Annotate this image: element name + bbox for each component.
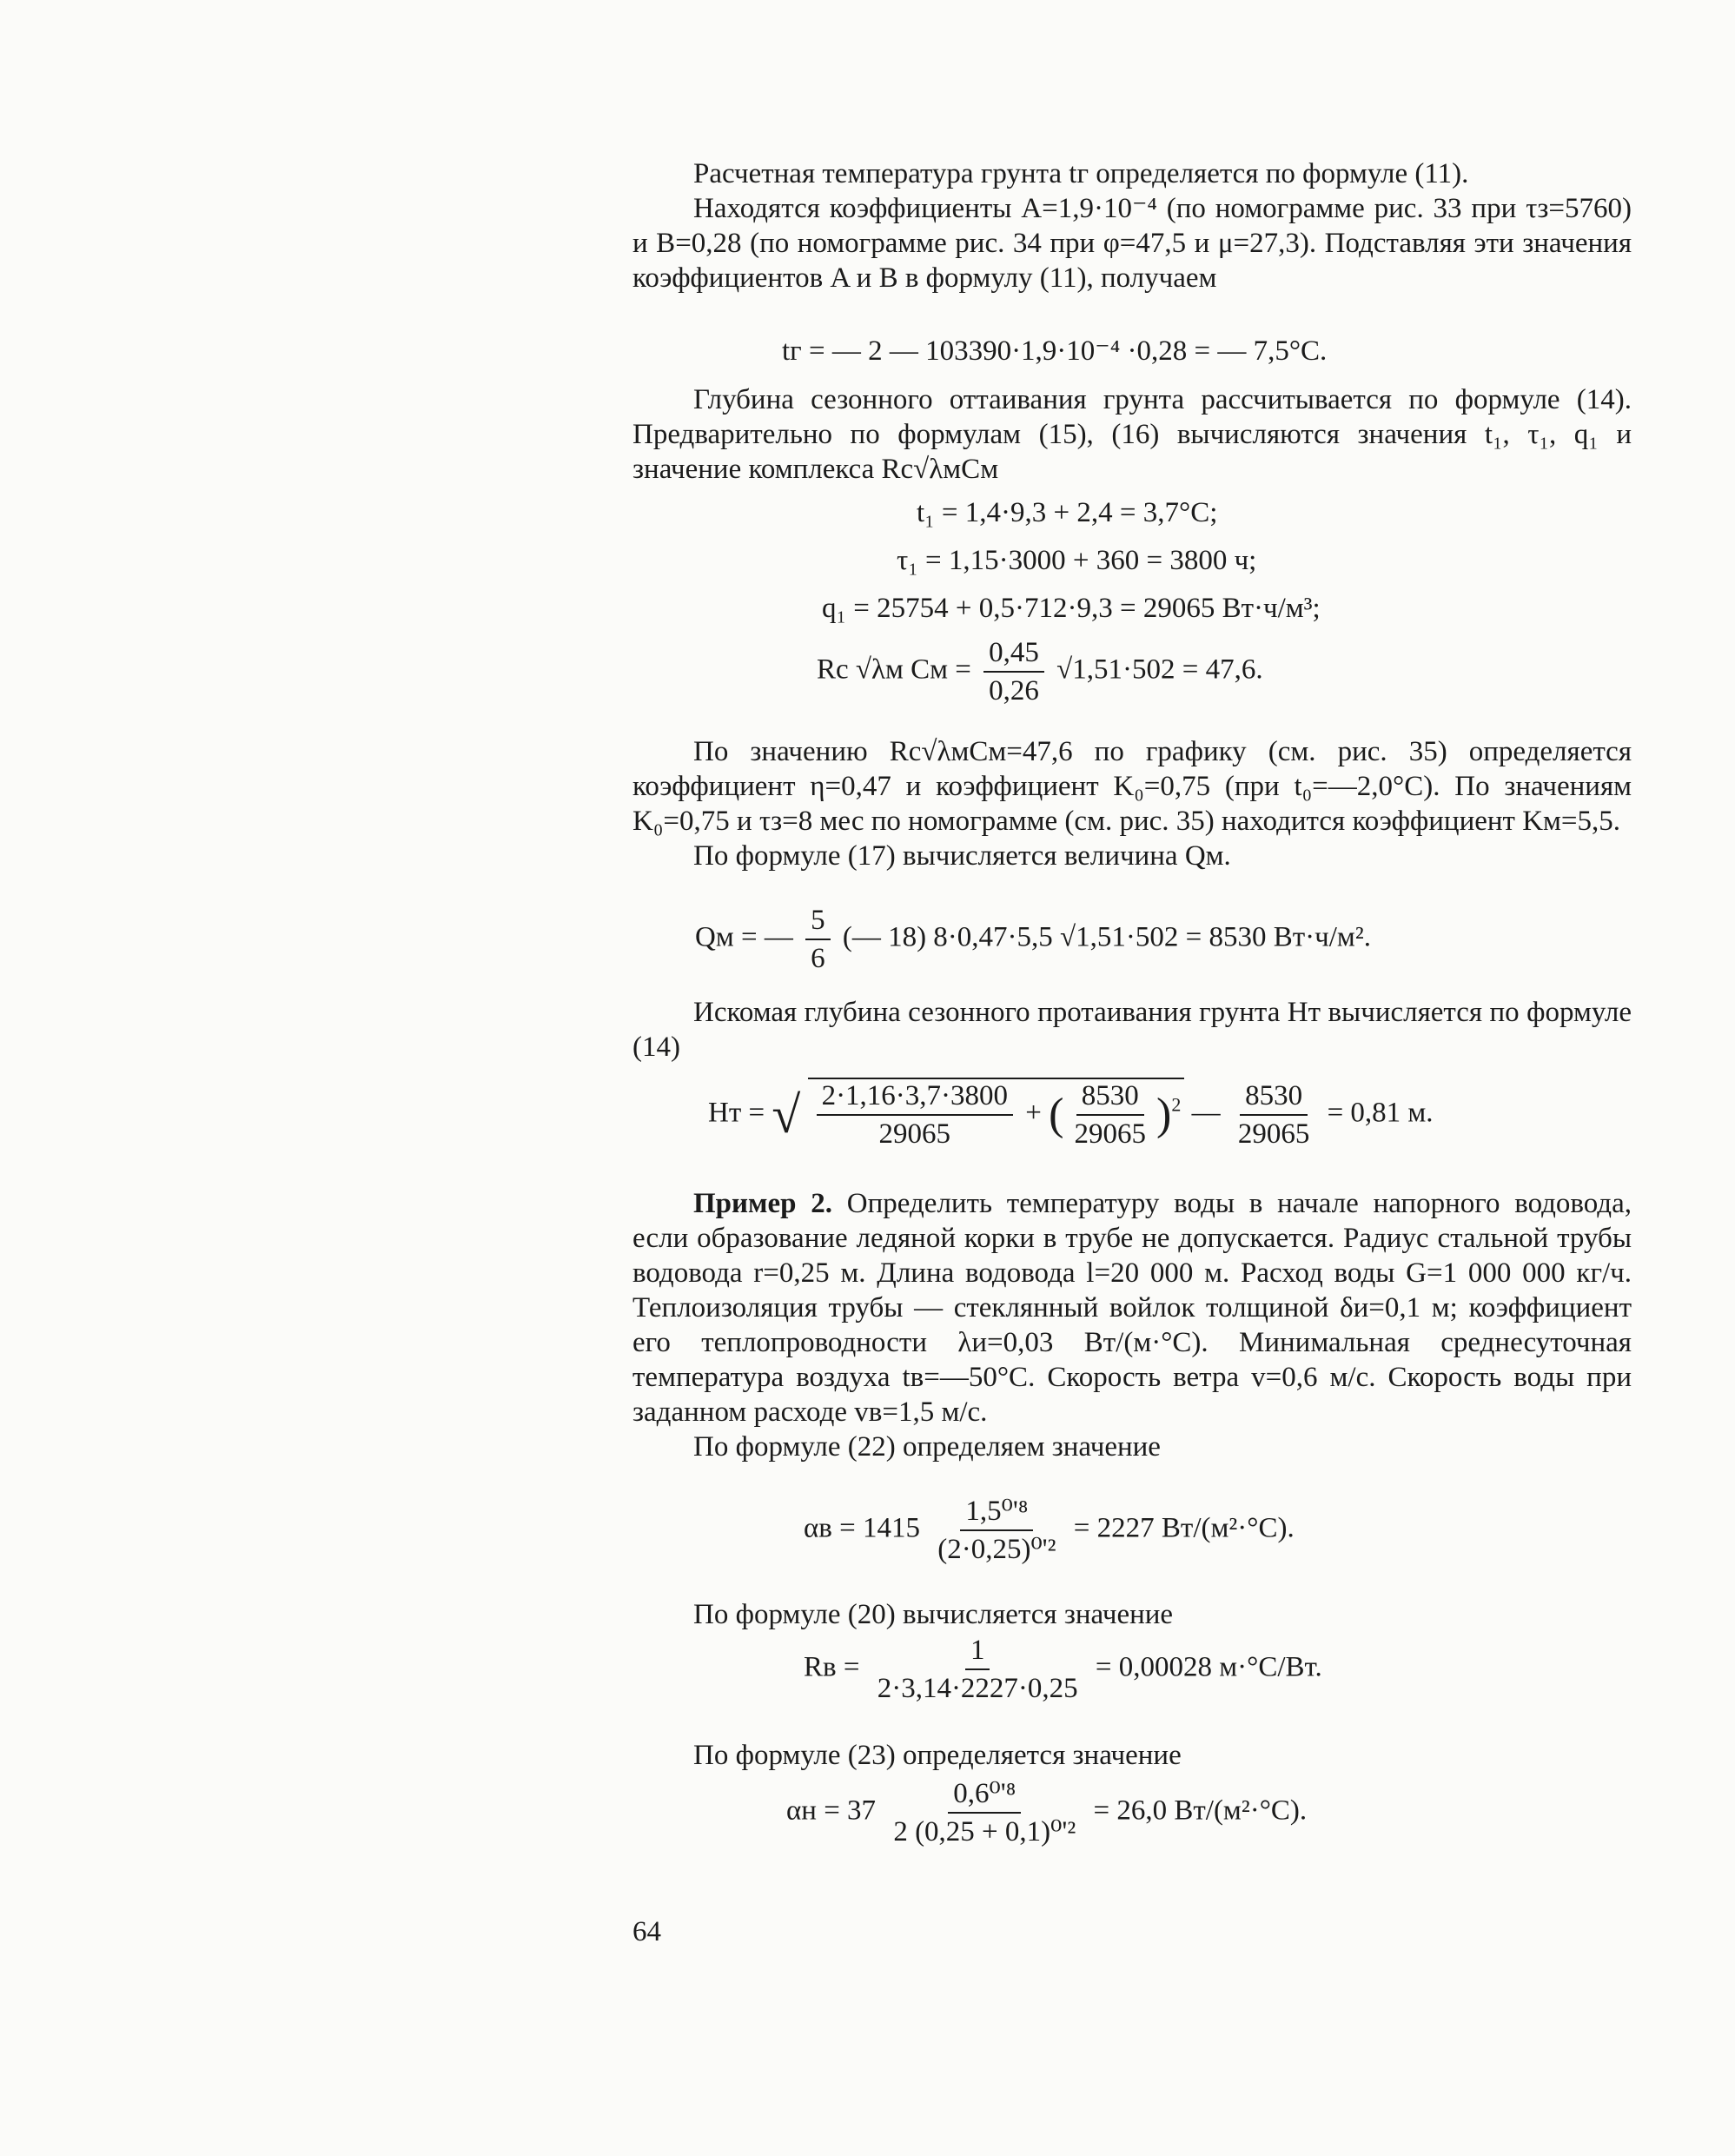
paragraph-1: Расчетная температура грунта tг определяется по формуле (11). [693,158,1469,189]
paragraph-5: По формуле (17) вычисляется величина Qм. [693,840,1231,872]
equation-ht-denominator-3: 29065 [1237,1118,1310,1150]
equation-ht-fraction-3 [1233,1079,1315,1151]
equation-alpha-n-left: αн = 37 [786,1794,877,1827]
equation-rv-numerator: 1 [965,1634,990,1670]
equation-rc-fraction [983,636,1044,707]
text-block-1 [632,156,1632,295]
text-block-4 [632,995,1632,1065]
plus-sign: + [1025,1097,1042,1129]
equation-rc-right: √1,51·502 = 47,6. [1056,653,1263,686]
equation-rc-denominator: 0,26 [989,675,1039,707]
equation-ht-numerator-3: 8530 [1240,1079,1308,1116]
equation-alpha-v [804,1495,1295,1566]
text-block-5 [632,1186,1632,1464]
equation-q1: q₁ = 25754 + 0,5·712·9,3 = 29065 Вт·ч/м³; [822,593,1321,624]
equation-tau1: τ₁ = 1,15·3000 + 360 = 3800 ч; [897,545,1257,576]
equation-rv-left: Rв = [804,1651,860,1683]
page-number: 64 [632,1916,661,1947]
open-paren: ( [1049,1090,1064,1139]
equation-alpha-n-fraction [888,1777,1081,1848]
equation-rc [817,636,1263,707]
equation-qm-fraction [805,904,831,975]
paragraph-8: По формуле (22) определяем значение [693,1431,1161,1463]
equation-qm-numerator: 5 [805,904,831,940]
equation-alpha-v-left: αв = 1415 [804,1512,920,1544]
paragraph-6: Искомая глубина сезонного протаивания грунта Hт вычисляется по формуле (14) [632,997,1632,1063]
equation-qm-right: (— 18) 8·0,47·5,5 √1,51·502 = 8530 Вт·ч/м². [842,921,1371,953]
paragraph-7 [632,1186,1632,1430]
equation-tg: tг = — 2 — 103390·1,9·10⁻⁴ ·0,28 = — 7,5°С. [782,335,1328,367]
equation-rv [804,1634,1322,1705]
close-paren: ) [1156,1090,1172,1139]
paragraph-2: Находятся коэффициенты A=1,9·10⁻⁴ (по номограмме рис. 33 при τз=5760) и B=0,28 (по номограмме рис. 34 при φ=47,5 и μ=27,3). Подставляя эти значения коэффициентов A и B в формулу (11), получаем [632,193,1632,294]
sqrt-sign: √ [771,1086,801,1144]
equation-ht-left: Hт = [708,1097,765,1129]
equation-ht-fraction-1 [817,1079,1013,1151]
equation-alpha-v-numerator: 1,5⁰'⁸ [960,1495,1033,1531]
equation-qm [695,904,1371,975]
equation-ht-denominator-2: 29065 [1074,1118,1146,1150]
text-block-6 [632,1597,1632,1632]
equation-alpha-n-right: = 26,0 Вт/(м²·°С). [1093,1794,1308,1827]
equation-alpha-n [786,1777,1307,1848]
paragraph-9: По формуле (20) вычисляется значение [693,1599,1174,1630]
equation-alpha-n-denominator: 2 (0,25 + 0,1)⁰'² [893,1816,1076,1848]
equation-qm-left: Qм = — [695,921,793,953]
equation-rc-left: Rc √λм Cм = [817,653,971,686]
equation-ht-right: = 0,81 м. [1327,1097,1434,1129]
equation-alpha-v-denominator: (2·0,25)⁰'² [937,1534,1056,1565]
paragraph-10: По формуле (23) определяется значение [693,1740,1182,1771]
text-block-2 [632,382,1632,487]
equation-rv-right: = 0,00028 м·°С/Вт. [1095,1651,1322,1683]
equation-alpha-v-right: = 2227 Вт/(м²·°С). [1073,1512,1295,1544]
equation-alpha-n-numerator: 0,6⁰'⁸ [948,1777,1021,1814]
text-block-3 [632,734,1632,873]
equation-rv-denominator: 2·3,14·2227·0,25 [877,1673,1078,1704]
text-block-7 [632,1738,1632,1773]
paragraph-4: По значению Rc√λмCм=47,6 по графику (см. рис. 35) определяется коэффициент η=0,47 и коэффициент K₀=0,75 (при t₀=—2,0°С). По значениям K₀=0,75 и τз=8 мес по номограмме (см. рис. 35) находится коэффициент Kм=5,5. [632,736,1632,837]
square-exponent: 2 [1171,1093,1182,1116]
equation-ht-numerator-2: 8530 [1076,1079,1144,1116]
equation-rv-fraction [872,1634,1083,1705]
example-label: Пример 2. [693,1188,833,1219]
minus-sign: — [1191,1097,1221,1129]
equation-ht-denominator-1: 29065 [878,1118,951,1150]
equation-alpha-v-fraction [932,1495,1061,1566]
equation-ht [708,1078,1434,1151]
equation-ht-radicand [808,1078,1185,1151]
equation-qm-denominator: 6 [811,943,825,974]
equation-t1: t₁ = 1,4·9,3 + 2,4 = 3,7°С; [917,497,1218,528]
equation-ht-fraction-2 [1069,1079,1151,1151]
equation-ht-numerator-1: 2·1,16·3,7·3800 [817,1079,1013,1116]
equation-rc-numerator: 0,45 [983,636,1044,673]
example-text: Определить температуру воды в начале напорного водовода, если образование ледяной корки в трубе не допускается. Радиус стальной трубы водовода r=0,25 м. Длина водовода l=20 000 м. Расход воды G=1 000 000 кг/ч. Теплоизоляция трубы — стеклянный войлок толщиной δи=0,1 м; коэффициент его теплопроводности λи=0,03 Вт/(м·°С). Минимальная среднесуточная температура воздуха tв=—50°С. Скорость ветра v=0,6 м/с. Скорость воды при заданном расходе vв=1,5 м/с. [632,1188,1632,1428]
paragraph-3: Глубина сезонного оттаивания грунта рассчитывается по формуле (14). Предварительно по формулам (15), (16) вычисляются значения t₁, τ₁, q₁ и значение комплекса Rc√λмCм [632,384,1632,485]
